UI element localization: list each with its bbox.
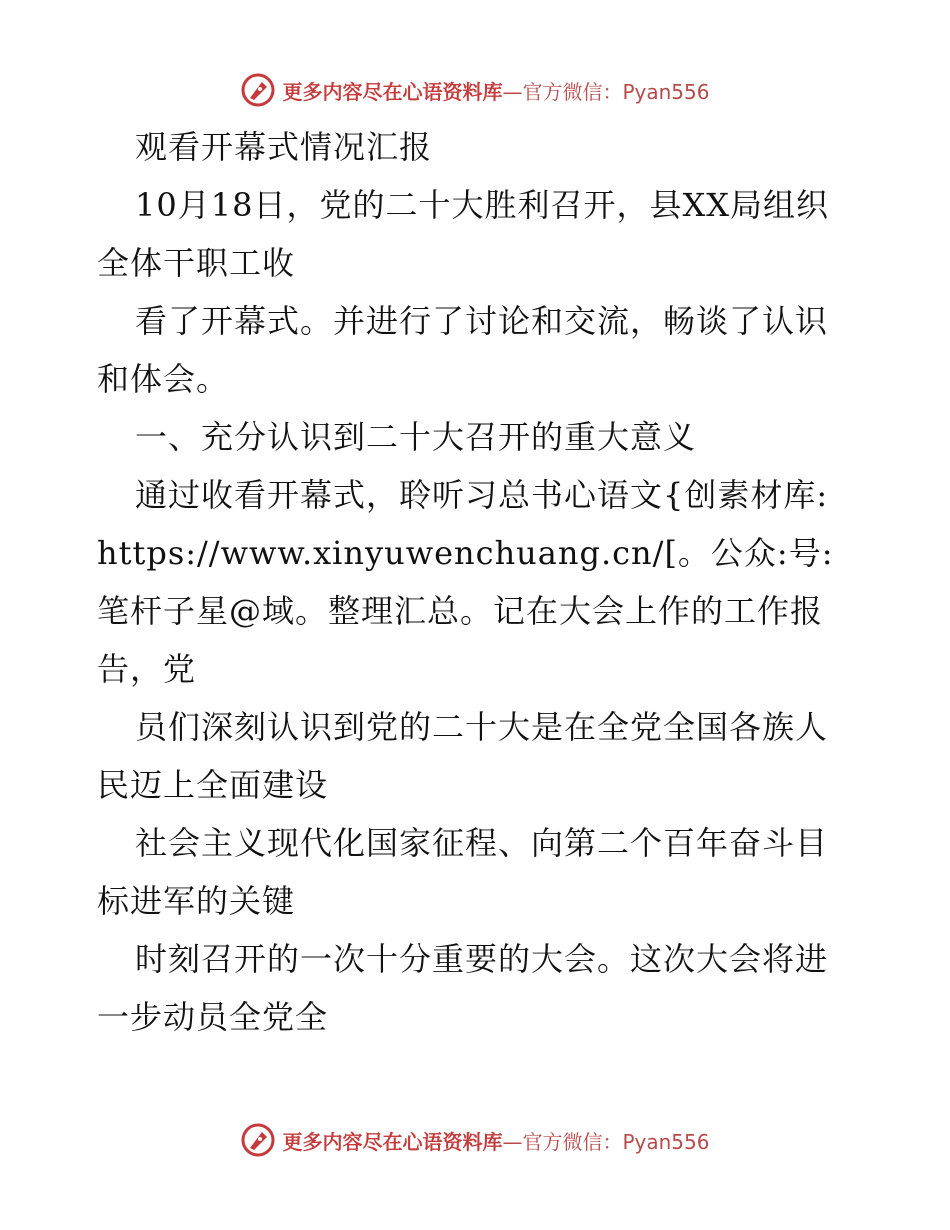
section-heading: 一、充分认识到二十大召开的重大意义 xyxy=(135,418,697,456)
paragraph: 通过收看开幕式，聆听习总书心语文{创素材库: https://www.xinyuwenchuang.cn/[。公众:号: 笔杆子星@域。整理汇总。记在大会上作的工作报告，党 xyxy=(97,476,845,688)
pen-nib-circle-icon xyxy=(240,72,276,108)
banner-main-text: 更多内容尽在心语资料库 xyxy=(282,1129,503,1154)
banner-sub-text: —官方微信：Pyan556 xyxy=(502,1129,710,1154)
document-title: 观看开幕式情况汇报 xyxy=(135,128,433,166)
paragraph: 时刻召开的一次十分重要的大会。这次大会将进一步动员全党全 xyxy=(97,940,829,1036)
banner-sub-text: —官方微信：Pyan556 xyxy=(502,79,710,104)
banner-text xyxy=(282,76,709,105)
header-watermark-banner xyxy=(0,70,950,110)
banner-main-text: 更多内容尽在心语资料库 xyxy=(282,79,503,104)
paragraph: 看了开幕式。并进行了讨论和交流，畅谈了认识和体会。 xyxy=(97,302,829,398)
footer-watermark-banner xyxy=(0,1120,950,1160)
paragraph: 10月18日，党的二十大胜利召开，县XX局组织全体干职工收 xyxy=(97,186,830,282)
pen-nib-circle-icon xyxy=(240,1122,276,1158)
paragraph: 员们深刻认识到党的二十大是在全党全国各族人民迈上全面建设 xyxy=(97,708,829,804)
banner-text xyxy=(282,1126,709,1155)
paragraph: 社会主义现代化国家征程、向第二个百年奋斗目标进军的关键 xyxy=(97,824,829,920)
document-body xyxy=(97,118,857,1046)
